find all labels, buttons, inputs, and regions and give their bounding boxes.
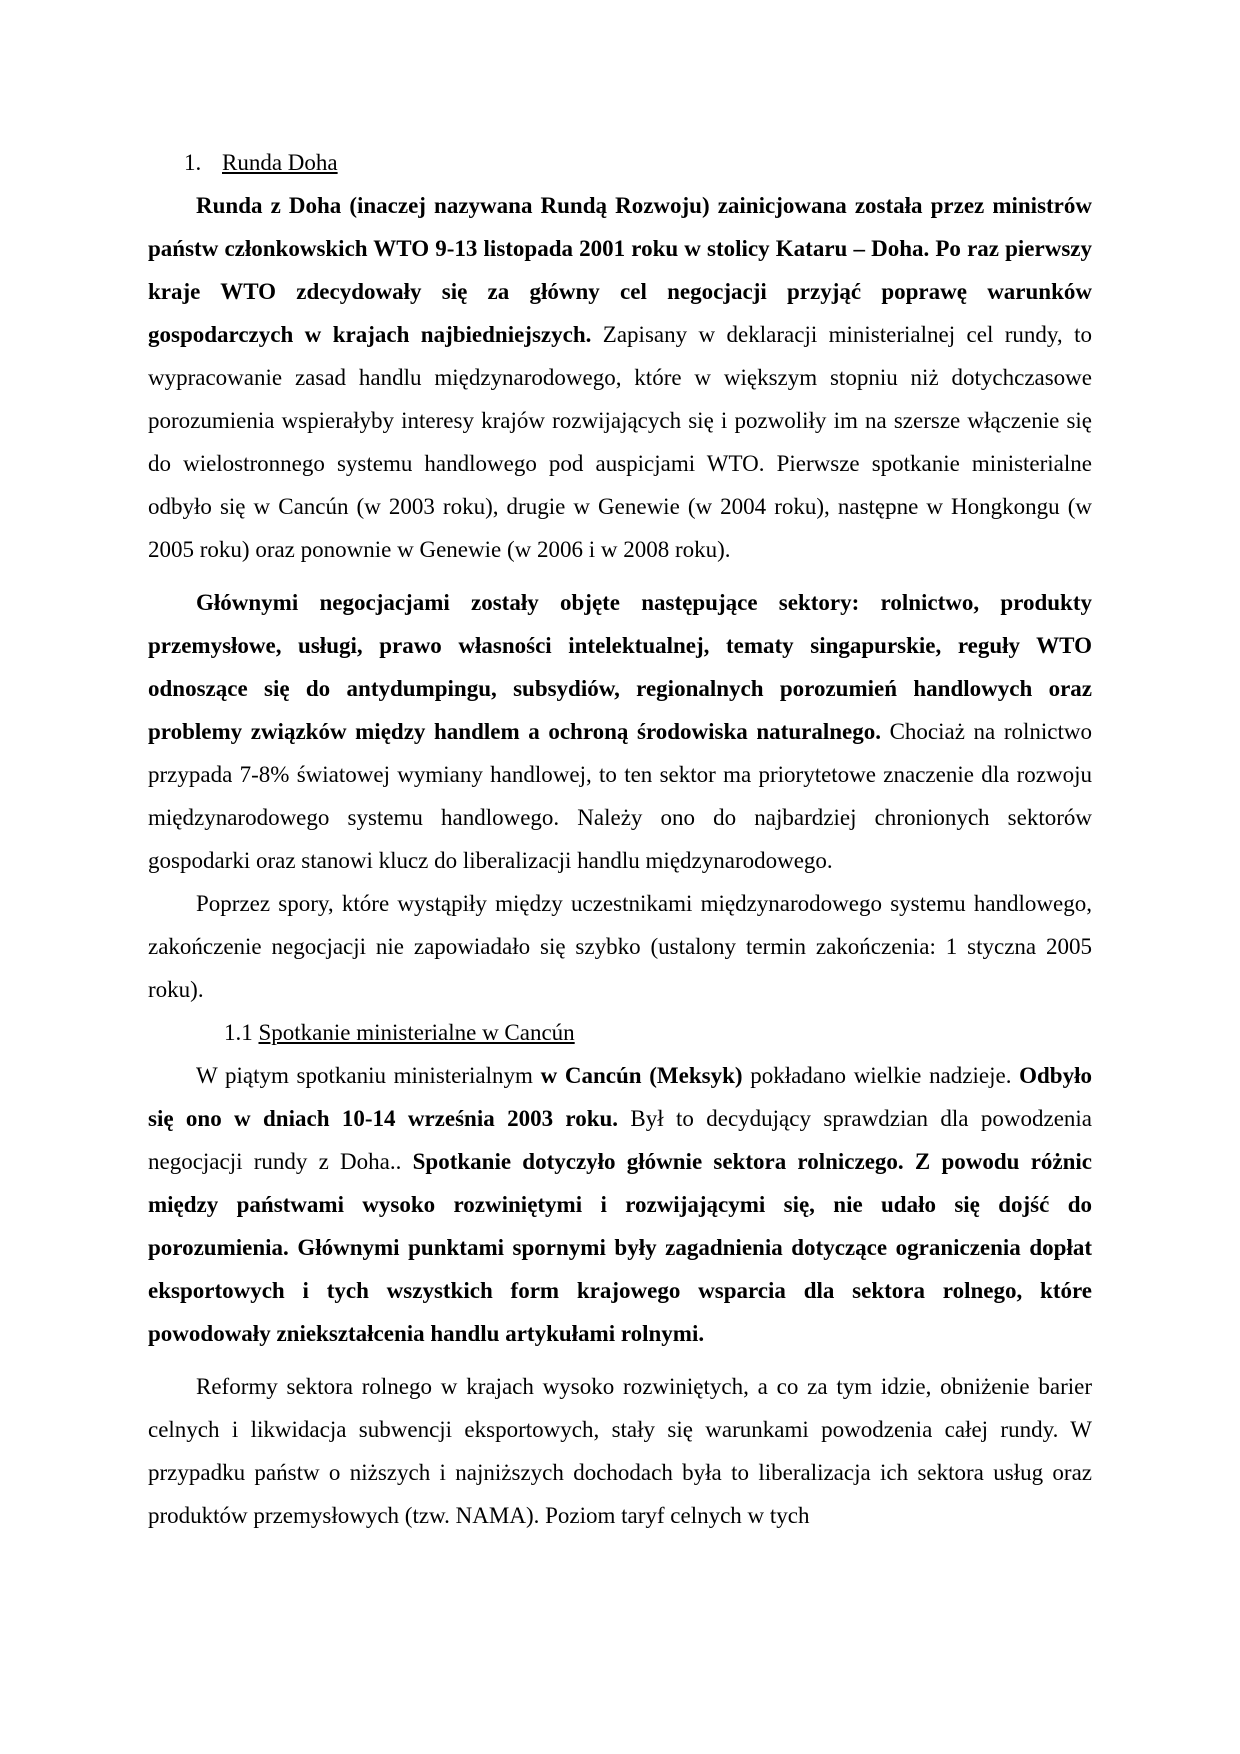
paragraph-4-text-3: Był to decydujący sprawdzian dla powodzenia negocjacji rundy z Doha.. [148, 1106, 1092, 1174]
paragraph-1-text: Zapisany w deklaracji ministerialnej cel rundy, to wypracowanie zasad handlu międzynarodowego, które w większym stopniu niż dotychczasowe porozumienia wspierałyby interesy krajów rozwijających się i pozwoliły im na szersze włączenie się do wielostronnego systemu handlowego pod auspicjami WTO. Pierwsze spotkanie ministerialne odbyło się w Cancún (w 2003 roku), drugie w Genewie (w 2004 roku), następne w Hongkongu (w 2005 roku) oraz ponownie w Genewie (w 2006 i w 2008 roku). [148, 322, 1092, 562]
paragraph-2-text: Chociaż na rolnictwo przypada 7-8% światowej wymiany handlowej, to ten sektor ma priorytetowe znaczenie dla rozwoju międzynarodowego systemu handlowego. Należy ono do najbardziej chronionych sektorów gospodarki oraz stanowi klucz do liberalizacji handlu międzynarodowego. [148, 719, 1092, 873]
paragraph-4 [148, 1054, 1092, 1355]
paragraph-1-bold: Runda z Doha (inaczej nazywana Rundą Rozwoju) zainicjowana została przez ministrów państw członkowskich WTO 9-13 listopada 2001 roku w stolicy Kataru – Doha. Po raz pierwszy kraje WTO zdecydowały się za główny cel negocjacji przyjąć poprawę warunków gospodarczych w krajach najbiedniejszych. [148, 193, 1092, 347]
subsection-number: 1.1 [224, 1020, 253, 1045]
paragraph-4-text-2: pokładano wielkie nadzieje. [742, 1063, 1020, 1088]
paragraph-3: Poprzez spory, które wystąpiły między uczestnikami międzynarodowego systemu handlowego, zakończenie negocjacji nie zapowiadało się szybko (ustalony termin zakończenia: 1 styczna 2005 roku). [148, 891, 1092, 1002]
paragraph-1 [148, 184, 1092, 571]
section-heading-1-1 [148, 1011, 1092, 1054]
paragraph-4-bold-3: Spotkanie dotyczyło głównie sektora rolniczego. Z powodu różnic między państwami wysoko rozwiniętymi i rozwijającymi się, nie udało się dojść do porozumienia. Głównymi punktami spornymi były zagadnienia dotyczące ograniczenia dopłat eksportowych i tych wszystkich form krajowego wsparcia dla sektora rolnego, które powodowały zniekształcenia handlu artykułami rolnymi. [148, 1149, 1092, 1346]
paragraph-4-bold-1: w Cancún (Meksyk) [540, 1063, 743, 1088]
paragraph-5: Reformy sektora rolnego w krajach wysoko rozwiniętych, a co za tym idzie, obniżenie barier celnych i likwidacja subwencji eksportowych, stały się warunkami powodzenia całej rundy. W przypadku państw o niższych i najniższych dochodach była to liberalizacja ich sektora usług oraz produktów przemysłowych (tzw. NAMA). Poziom taryf celnych w tych [148, 1374, 1092, 1528]
section-title: Runda Doha [222, 150, 338, 175]
paragraph-2 [148, 581, 1092, 882]
section-heading-1 [148, 141, 1092, 184]
section-number: 1. [184, 150, 202, 175]
paragraph-2-bold: Głównymi negocjacjami zostały objęte następujące sektory: rolnictwo, produkty przemysłowe, usługi, prawo własności intelektualnej, tematy singapurskie, reguły WTO odnoszące się do antydumpingu, subsydiów, regionalnych porozumień handlowych oraz problemy związków między handlem a ochroną środowiska naturalnego. [148, 590, 1092, 744]
paragraph-4-bold-2: Odbyło się ono w dniach 10-14 września 2003 roku. [148, 1063, 1092, 1131]
subsection-title: Spotkanie ministerialne w Cancún [258, 1020, 575, 1045]
paragraph-4-text-1: W piątym spotkaniu ministerialnym [196, 1063, 541, 1088]
document-body [148, 141, 1092, 1537]
